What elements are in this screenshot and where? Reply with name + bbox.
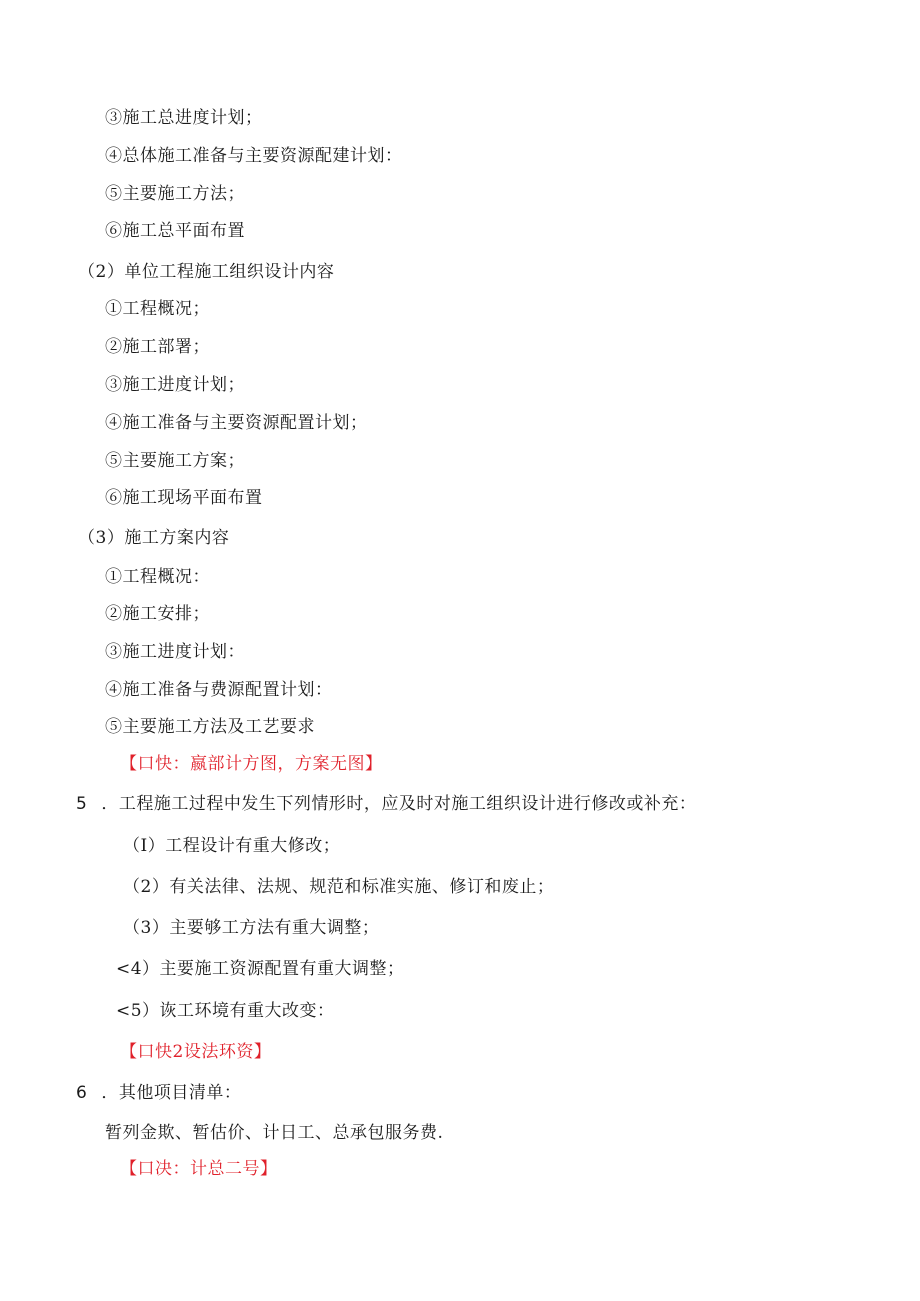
list-item: （3）主要够工方法有重大调整；: [123, 918, 380, 938]
list-item: ④施工准备与主要资源配置计划；: [105, 413, 368, 433]
list-item: ②施工安排；: [105, 604, 210, 624]
paragraph: 暂列金欺、暂估价、计日工、总承包服务费.: [105, 1123, 444, 1143]
section-heading: [76, 793, 696, 815]
list-item: ⑥施工总平面布置: [105, 221, 245, 241]
section-heading: [76, 1082, 241, 1104]
list-item: ⑤主要施工方案；: [105, 451, 245, 471]
list-item: ④施工准备与费源配置计划：: [105, 680, 333, 700]
list-item: ③施工总进度计划；: [105, 108, 263, 128]
list-item: <5）诙工环境有重大改变：: [116, 1001, 335, 1021]
list-item: <4）主要施工资源配置有重大调整；: [116, 959, 405, 979]
subsection-heading: （2）单位工程施工组织设计内容: [78, 262, 335, 282]
list-item: （2）有关法律、法规、规范和标准实施、修订和废止；: [123, 877, 555, 897]
list-item: ⑤主要施工方法；: [105, 184, 245, 204]
list-item: ③施工进度计划；: [105, 375, 245, 395]
list-item: ①工程概况；: [105, 299, 210, 319]
mnemonic-note: 【口快：嬴部计方图，方案无图】: [120, 754, 383, 774]
mnemonic-note: 【口决：计总二号】: [120, 1159, 278, 1179]
mnemonic-note: 【口快2设法环资】: [120, 1042, 272, 1062]
section-number: 5: [76, 794, 88, 814]
section-number: 6: [76, 1083, 88, 1103]
subsection-heading: （3）施工方案内容: [78, 528, 230, 548]
list-item: （I）工程设计有重大修改；: [123, 836, 341, 856]
list-item: ①工程概况：: [105, 567, 210, 587]
list-item: ④总体施工准备与主要资源配建计划：: [105, 146, 403, 166]
list-item: ③施工进度计划：: [105, 642, 245, 662]
list-item: ②施工部署；: [105, 337, 210, 357]
section-title: ．其他项目清单：: [101, 1083, 242, 1103]
section-title: ．工程施工过程中发生下列情形时，应及时对施工组织设计进行修改或补充：: [101, 794, 697, 814]
list-item: ⑥施工现场平面布置: [105, 488, 263, 508]
list-item: ⑤主要施工方法及工艺要求: [105, 717, 315, 737]
